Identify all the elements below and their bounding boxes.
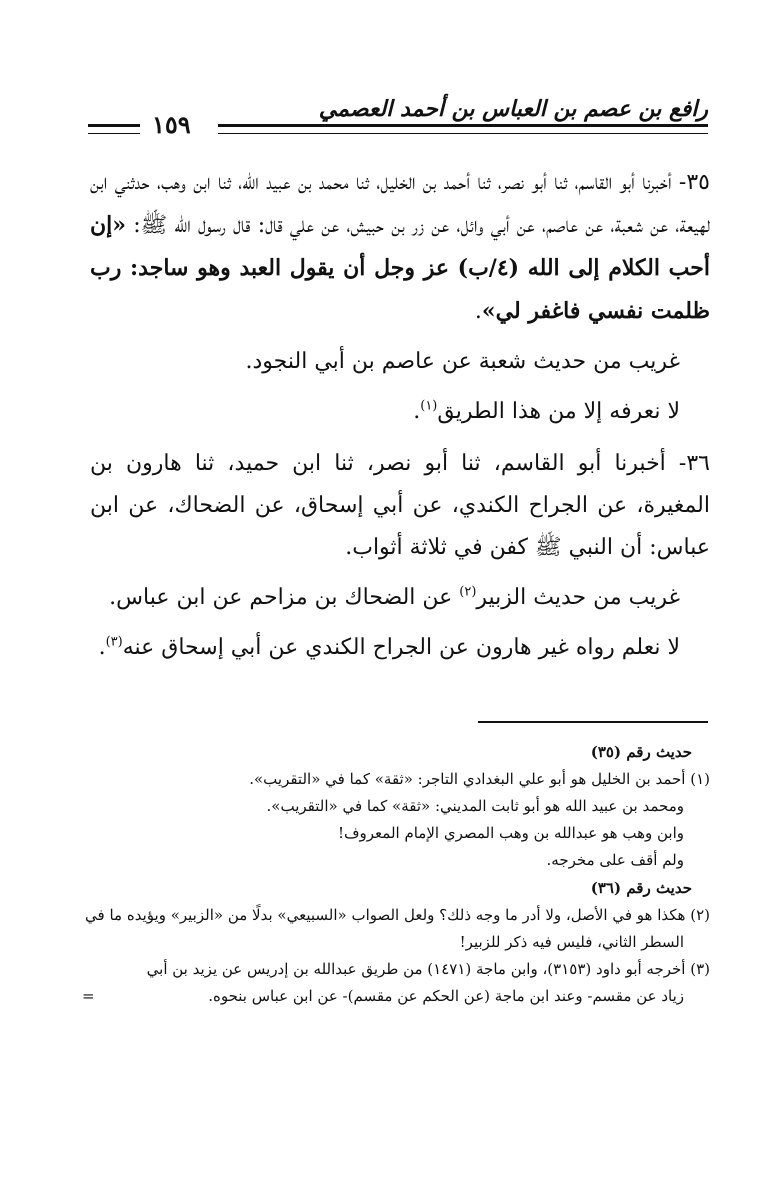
hadith-35 — [90, 162, 710, 333]
header-rule-left — [88, 124, 140, 134]
footnote-1-line-1: (١) أحمد بن الخليل هو أبو علي البغدادي التاجر: «ثقة» كما في «التقريب». — [249, 770, 710, 788]
footnote-1-line-4: ولم أقف على مخرجه. — [546, 851, 684, 869]
footnote-ref-2: (٢) — [459, 584, 477, 600]
hadith-35-comment-2-text: لا نعرفه إلا من هذا الطريق — [437, 399, 680, 424]
hadith-36-comment-2 — [90, 627, 710, 669]
running-header — [88, 96, 708, 146]
hadith-36-comment-1-a: غريب من حديث الزبير — [476, 585, 680, 610]
hadith-36-comment-1-b: عن الضحاك بن مزاحم عن ابن عباس. — [109, 585, 460, 610]
footnote-1-line-2: ومحمد بن عبيد الله هو أبو ثابت المديني: «ثقة» كما في «التقريب». — [266, 797, 684, 815]
hadith-36-comment-1 — [90, 577, 710, 619]
hadith-36-comment-2-a: لا نعلم رواه غير هارون عن الجراح الكندي عن أبي إسحاق عنه — [122, 635, 680, 660]
footnote-ref-3: (٣) — [105, 634, 123, 650]
main-text — [90, 162, 710, 677]
hadith-35-matn: «إن أحب الكلام إلى الله (٤/ب) عز وجل أن يقول العبد وهو ساجد: رب ظلمت نفسي فاغفر لي» — [90, 212, 710, 324]
header-rule — [218, 124, 708, 134]
page-number: ١٥٩ — [152, 110, 191, 139]
hadith-35-isnad: ٣٥- أخبرنا أبو القاسم، ثنا أبو نصر، ثنا أحمد بن الخليل، ثنا محمد بن عبيد الله، ثنا ابن وهب، حدثني ابن لهيعة، عن شعبة، عن عاصم، عن أبي وائل، عن زر بن حبيش، عن علي قال: قال رسول الله ﷺ: — [90, 170, 710, 238]
footnote-heading-36: حديث رقم (٣٦) — [590, 879, 692, 897]
footnote-3-line-1: (٣) أخرجه أبو داود (٣١٥٣)، وابن ماجة (١٤٧١) من طريق عبدالله بن إدريس عن يزيد بن أبي — [146, 960, 710, 978]
footnote-separator — [478, 721, 708, 723]
footnote-continuation-mark: = — [82, 987, 95, 1005]
footnote-ref-1: (١) — [420, 398, 438, 414]
hadith-35-end: . — [474, 299, 482, 324]
footnote-heading-35: حديث رقم (٣٥) — [590, 743, 692, 761]
hadith-35-comment-2-end: . — [413, 399, 421, 424]
hadith-35-comment-1: غريب من حديث شعبة عن عاصم بن أبي النجود. — [245, 349, 680, 374]
footnote-1-line-3: وابن وهب هو عبدالله بن وهب المصري الإمام المعروف! — [337, 824, 684, 842]
hadith-36-comment-2-end: . — [98, 635, 106, 660]
footnote-2: (٢) هكذا هو في الأصل، ولا أدر ما وجه ذلك؟ ولعل الصواب «السبيعي» بدلًا من «الزبير» ويؤيده ما في السطر الثاني، فليس فيه ذكر للزبير! — [85, 906, 710, 951]
footnote-3-line-2: زياد عن مقسم- وعند ابن ماجة (عن الحكم عن مقسم)- عن ابن عباس بنحوه. — [208, 987, 684, 1005]
hadith-35-comment-2 — [90, 391, 710, 433]
running-header-title: رافع بن عصم بن العباس بن أحمد العصمي — [318, 96, 708, 122]
footnotes — [82, 738, 710, 1010]
hadith-36: ٣٦- أخبرنا أبو القاسم، ثنا أبو نصر، ثنا ابن حميد، ثنا هارون بن المغيرة، عن الجراح الكندي، عن أبي إسحاق، عن الضحاك، عن ابن عباس: أن النبي ﷺ كفن في ثلاثة أثواب. — [90, 451, 710, 560]
footnote-3-line-2-row — [82, 983, 710, 1010]
